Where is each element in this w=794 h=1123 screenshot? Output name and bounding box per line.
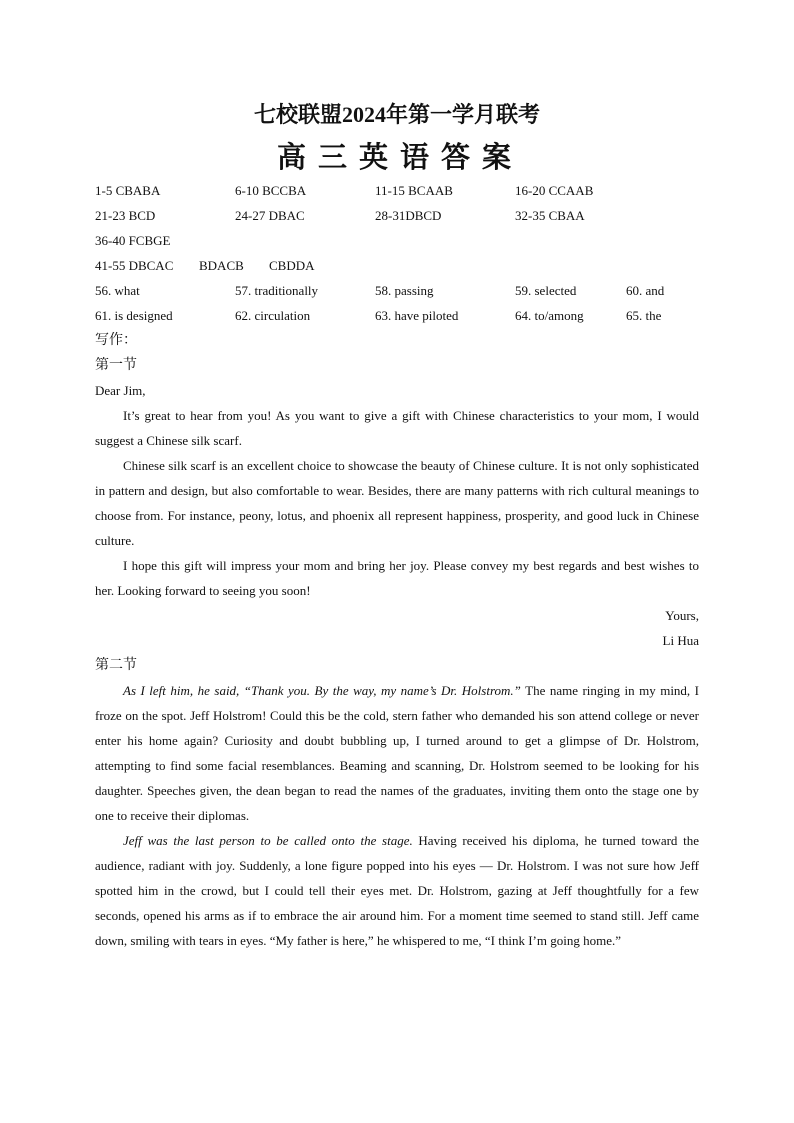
story-text: Having received his diploma, he turned toward the audience, radiant with joy. Suddenly, a lone figure popped into his eyes — Dr. Holstrom. I was not sure how Jeff spotted him in the crowd, but I could tell their eyes met. Dr. Holstrom, gazing at Jeff thoughtfully for a few seconds, opened his arms as if to embrace the air around him. For a moment time seemed to stand still. Jeff came down, smiling with tears in eyes. “My father is here,” he whispered to me, “I think I’m going home.” bbox=[95, 833, 699, 948]
writing-label: 写作： bbox=[95, 332, 137, 348]
answer-cell: 57. traditionally bbox=[235, 283, 319, 298]
exam-title: 七校联盟2024年第一学月联考 bbox=[253, 102, 540, 127]
answer-cell: 41-55 DBCAC bbox=[95, 258, 174, 273]
letter-paragraph: It’s great to hear from you! As you want to give a gift with Chinese characteristics to your mom, I would suggest a Chinese silk scarf. bbox=[95, 408, 699, 448]
answer-cell: 11-15 BCAAB bbox=[375, 183, 453, 198]
letter-paragraph: Chinese silk scarf is an excellent choice to showcase the beauty of Chinese culture. It is not only sophisticated in pattern and design, but also comfortable to wear. Besides, there are many patterns with rich cultural meanings to choose from. For instance, peony, lotus, and phoenix all represent happiness, prosperity, and good luck in Chinese culture. bbox=[95, 458, 699, 548]
story-paragraph bbox=[95, 828, 699, 953]
story-text: The name ringing in my mind, I froze on the spot. Jeff Holstrom! Could this be the cold, stern father who demanded his son attend college or never enter his home again? Curiosity and doubt bubbling up, I turned around to get a glimpse of Dr. Holstrom, attempting to find some facial resemblances. Beaming and scanning, Dr. Holstrom seemed to be looking for his daughter. Speeches given, the dean began to read the names of the graduates, inviting them onto the stage one by one to receive their diplomas. bbox=[95, 683, 699, 823]
answer-cell: 65. the bbox=[626, 308, 662, 323]
answer-cell: 36-40 FCBGE bbox=[95, 233, 171, 248]
story-lead-sentence: Jeff was the last person to be called onto the stage. bbox=[123, 833, 413, 848]
letter-essay bbox=[95, 378, 699, 653]
answer-cell: 61. is designed bbox=[95, 308, 173, 323]
answer-cell: 24-27 DBAC bbox=[235, 208, 305, 223]
answer-cell: 59. selected bbox=[515, 283, 577, 298]
section-one-label: 第一节 bbox=[95, 357, 137, 373]
answer-cell: 28-31DBCD bbox=[375, 208, 442, 223]
section-two-label: 第二节 bbox=[95, 657, 137, 673]
answer-cell: 32-35 CBAA bbox=[515, 208, 585, 223]
story-lead-sentence: As I left him, he said, “Thank you. By the way, my name’s Dr. Holstrom.” bbox=[123, 683, 521, 698]
letter-closing: Yours, bbox=[665, 608, 699, 623]
answer-cell: 64. to/among bbox=[515, 308, 584, 323]
answer-cell: 58. passing bbox=[375, 283, 434, 298]
answer-cell: BDACB bbox=[199, 258, 244, 273]
answer-cell: 56. what bbox=[95, 283, 140, 298]
answer-key-heading: 高三英语答案 bbox=[276, 142, 523, 174]
story-paragraph bbox=[95, 678, 699, 828]
letter-greeting: Dear Jim, bbox=[95, 383, 146, 398]
letter-paragraph: I hope this gift will impress your mom and bring her joy. Please convey my best regards and best wishes to her. Looking forward to seeing you soon! bbox=[95, 558, 699, 598]
answer-cell: 60. and bbox=[626, 283, 665, 298]
answer-cell: 21-23 BCD bbox=[95, 208, 156, 223]
answer-cell: CBDDA bbox=[269, 258, 315, 273]
answer-cell: 63. have piloted bbox=[375, 308, 459, 323]
answer-cell: 16-20 CCAAB bbox=[515, 183, 594, 198]
answer-cell: 62. circulation bbox=[235, 308, 311, 323]
letter-signature: Li Hua bbox=[662, 633, 699, 648]
answer-cell: 6-10 BCCBA bbox=[235, 183, 307, 198]
story-essay bbox=[95, 678, 699, 953]
answer-cell: 1-5 CBABA bbox=[95, 183, 161, 198]
